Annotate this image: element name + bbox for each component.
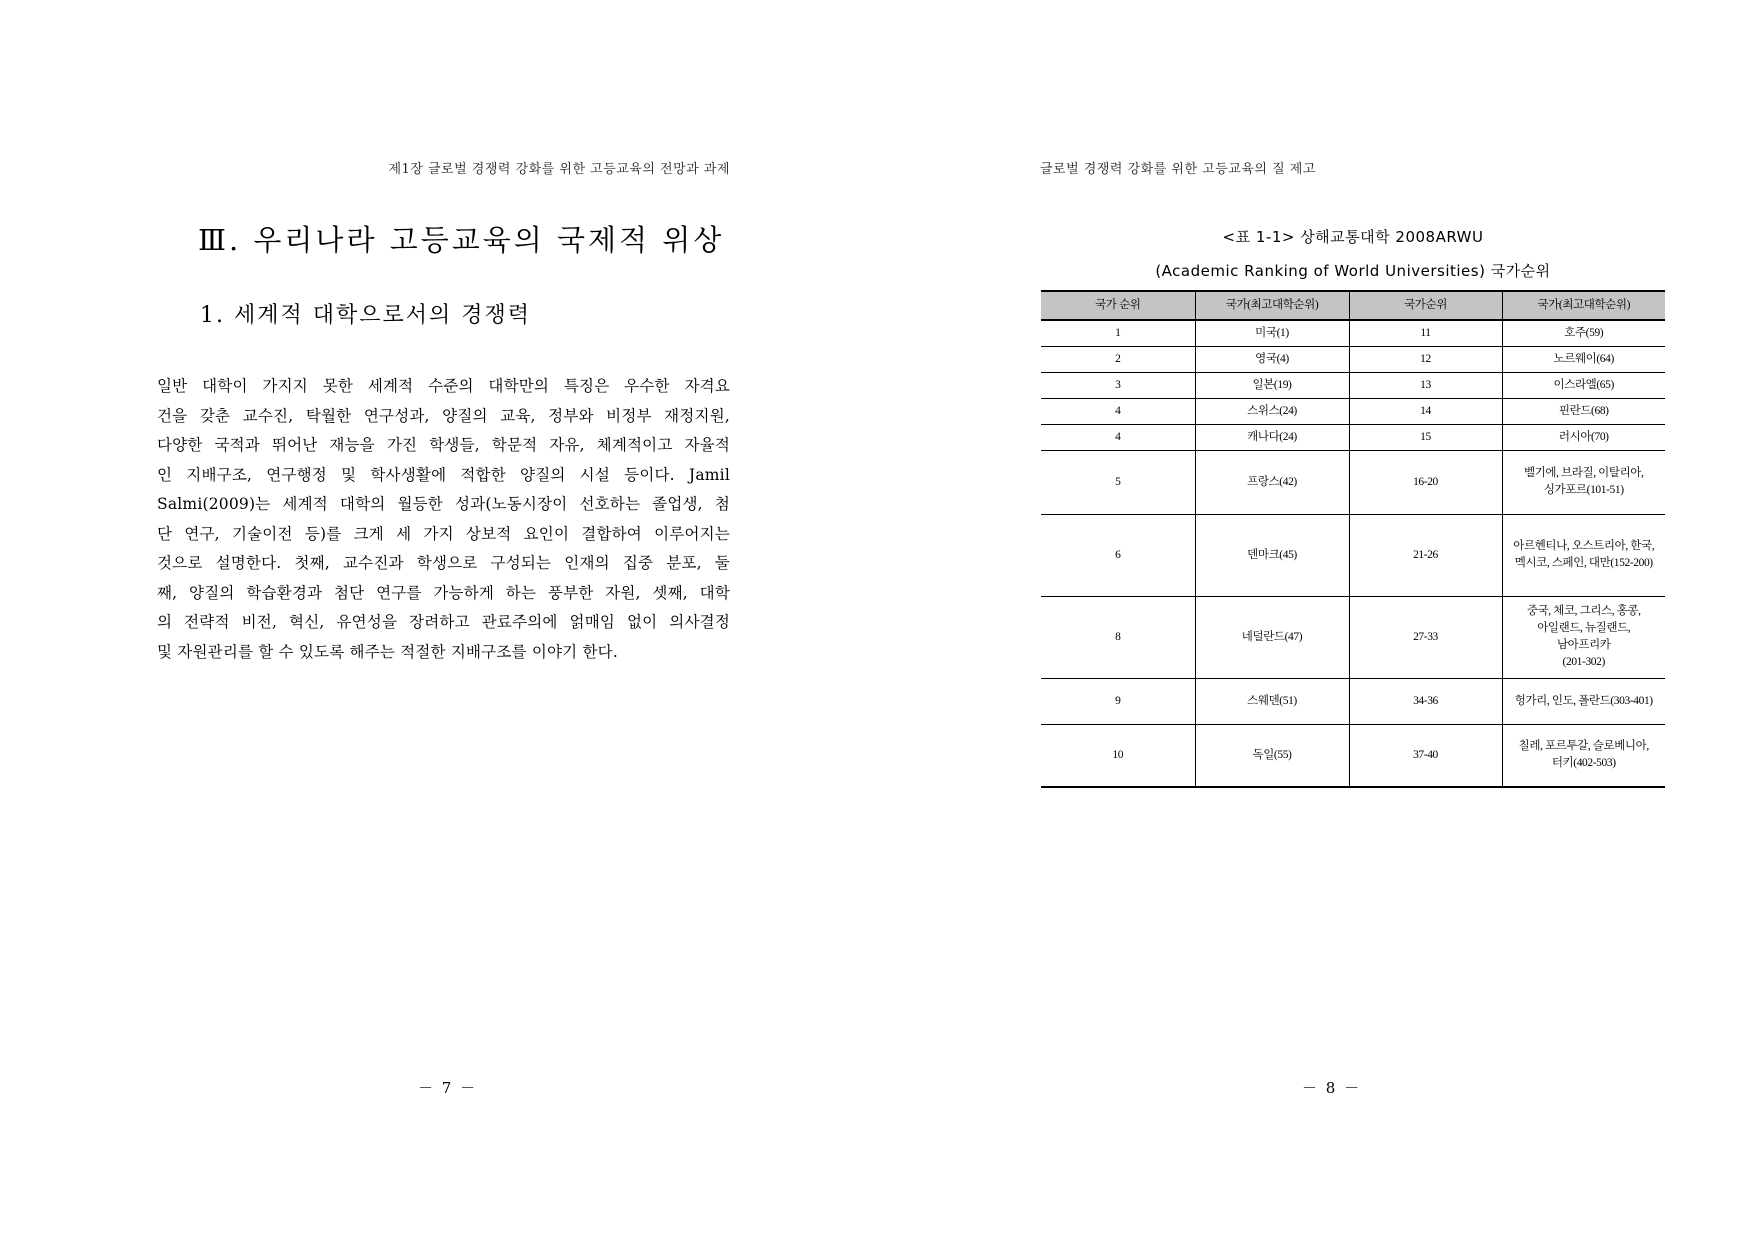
rank-cell: 12 <box>1349 346 1502 372</box>
body-paragraph <box>157 372 730 667</box>
rank-cell: 21-26 <box>1349 514 1502 596</box>
country-cell: 헝가리, 인도, 폴란드(303-401) <box>1502 678 1665 724</box>
header-rank-b: 국가순위 <box>1349 291 1502 320</box>
rank-cell: 9 <box>1041 678 1195 724</box>
running-head-left: 제1장 글로벌 경쟁력 강화를 위한 고등교육의 전망과 과제 <box>388 162 730 177</box>
country-cell: 덴마크(45) <box>1195 514 1349 596</box>
body-line: 및 자원관리를 할 수 있도록 해주는 적절한 지배구조를 이야기 한다. <box>157 642 618 661</box>
country-cell: 중국, 체코, 그리스, 홍콩, 아일랜드, 뉴질랜드, 남아프리카 (201-302) <box>1502 596 1665 678</box>
rank-cell: 37-40 <box>1349 724 1502 787</box>
rank-cell: 15 <box>1349 424 1502 450</box>
rank-cell: 10 <box>1041 724 1195 787</box>
rank-cell: 34-36 <box>1349 678 1502 724</box>
section-title: Ⅲ. 우리나라 고등교육의 국제적 위상 <box>198 223 725 257</box>
subsection-title: 1. 세계적 대학으로서의 경쟁력 <box>200 303 531 328</box>
header-rank-a: 국가 순위 <box>1041 291 1195 320</box>
rank-cell: 5 <box>1041 450 1195 514</box>
header-country-a: 국가(최고대학순위) <box>1195 291 1349 320</box>
ranking-table <box>1041 290 1665 788</box>
body-line: 인 지배구조, 연구행정 및 학사생활에 적합한 양질의 시설 등이다. Jamil <box>157 465 730 484</box>
rank-cell: 14 <box>1349 398 1502 424</box>
running-head-right: 글로벌 경쟁력 강화를 위한 고등교육의 질 제고 <box>1040 162 1316 177</box>
country-cell: 네덜란드(47) <box>1195 596 1349 678</box>
rank-cell: 1 <box>1041 320 1195 346</box>
table-row <box>1041 398 1665 424</box>
country-cell: 러시아(70) <box>1502 424 1665 450</box>
rank-cell: 13 <box>1349 372 1502 398</box>
table-row <box>1041 514 1665 596</box>
table-caption-line2: (Academic Ranking of World Universities) 국가순위 <box>1155 262 1551 280</box>
country-cell: 칠레, 포르투갈, 슬로베니아, 터키(402-503) <box>1502 724 1665 787</box>
table-row <box>1041 450 1665 514</box>
table-row <box>1041 724 1665 787</box>
rank-cell: 16-20 <box>1349 450 1502 514</box>
country-cell: 이스라엘(65) <box>1502 372 1665 398</box>
right-page <box>877 0 1753 1240</box>
table-row <box>1041 678 1665 724</box>
table-row <box>1041 372 1665 398</box>
header-country-b: 국가(최고대학순위) <box>1502 291 1665 320</box>
country-cell: 캐나다(24) <box>1195 424 1349 450</box>
table-row <box>1041 424 1665 450</box>
body-line: 단 연구, 기술이전 등)를 크게 세 가지 상보적 요인이 결합하여 이루어지는 <box>157 524 730 543</box>
page-number-right: － 8 － <box>1302 1079 1362 1097</box>
rank-cell: 27-33 <box>1349 596 1502 678</box>
country-cell: 핀란드(68) <box>1502 398 1665 424</box>
rank-cell: 11 <box>1349 320 1502 346</box>
body-line: 것으로 설명한다. 첫째, 교수진과 학생으로 구성되는 인재의 집중 분포, 둘 <box>157 554 730 572</box>
country-cell: 스위스(24) <box>1195 398 1349 424</box>
body-line: 다양한 국적과 뛰어난 재능을 가진 학생들, 학문적 자유, 체계적이고 자율적 <box>157 436 730 454</box>
rank-cell: 4 <box>1041 398 1195 424</box>
country-cell: 미국(1) <box>1195 320 1349 346</box>
country-cell: 벨기에, 브라질, 이탈리아, 싱가포르(101-51) <box>1502 450 1665 514</box>
country-cell: 호주(59) <box>1502 320 1665 346</box>
country-cell: 노르웨이(64) <box>1502 346 1665 372</box>
country-cell: 일본(19) <box>1195 372 1349 398</box>
body-line: 일반 대학이 가지지 못한 세계적 수준의 대학만의 특징은 우수한 자격요 <box>157 377 730 395</box>
rank-cell: 3 <box>1041 372 1195 398</box>
country-cell: 스웨덴(51) <box>1195 678 1349 724</box>
table-header-row <box>1041 291 1665 320</box>
rank-cell: 2 <box>1041 346 1195 372</box>
body-line: 건을 갖춘 교수진, 탁월한 연구성과, 양질의 교육, 정부와 비정부 재정지원, <box>157 406 730 425</box>
country-cell: 영국(4) <box>1195 346 1349 372</box>
rank-cell: 8 <box>1041 596 1195 678</box>
rank-cell: 6 <box>1041 514 1195 596</box>
country-cell: 아르헨티나, 오스트리아, 한국, 멕시코, 스페인, 대만(152-200) <box>1502 514 1665 596</box>
country-cell: 프랑스(42) <box>1195 450 1349 514</box>
body-line: 의 전략적 비전, 혁신, 유연성을 장려하고 관료주의에 얽매임 없이 의사결정 <box>157 613 730 631</box>
table-caption-line1: <표 1-1> 상해교통대학 2008ARWU <box>1222 228 1484 246</box>
body-line: 째, 양질의 학습환경과 첨단 연구를 가능하게 하는 풍부한 자원, 셋째, 대학 <box>157 583 730 602</box>
body-line: Salmi(2009)는 세계적 대학의 월등한 성과(노동시장이 선호하는 졸업생, 첨 <box>157 495 730 513</box>
country-cell: 독일(55) <box>1195 724 1349 787</box>
table-row <box>1041 346 1665 372</box>
page-number-left: － 7 － <box>418 1079 478 1097</box>
rank-cell: 4 <box>1041 424 1195 450</box>
table-row <box>1041 596 1665 678</box>
table-row <box>1041 320 1665 346</box>
